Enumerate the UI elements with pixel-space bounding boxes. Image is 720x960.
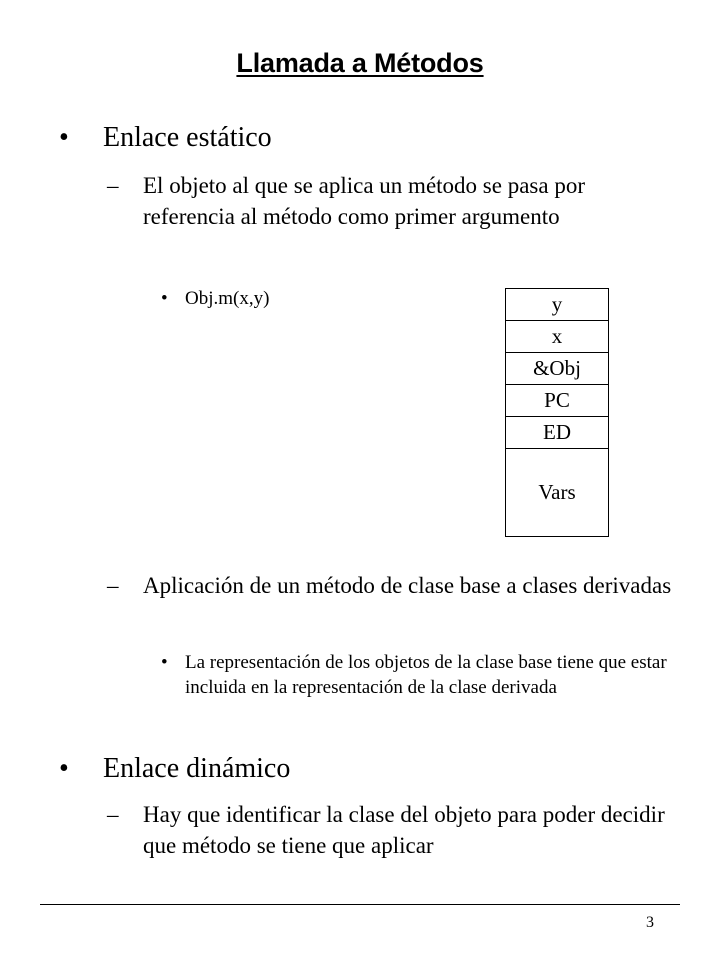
stack-cell-obj-ref: &Obj (506, 353, 608, 385)
dash-marker: – (107, 573, 119, 598)
stack-cell-pc: PC (506, 385, 608, 417)
stack-cell-ed: ED (506, 417, 608, 449)
sub-bullet-text: El objeto al que se aplica un método se pasa por referencia al método como primer argumento (143, 173, 585, 229)
stack-cell-y: y (506, 289, 608, 321)
bullet-enlace-estatico (59, 122, 683, 154)
bullet-marker: • (59, 122, 69, 153)
dash-marker: – (107, 802, 119, 827)
sub-bullet-objeto-referencia (107, 170, 673, 232)
sub-bullet-identificar-clase (107, 799, 683, 861)
item-obj-m (161, 286, 485, 311)
call-stack-diagram (505, 288, 609, 537)
item-text: La representación de los objetos de la clase base tiene que estar incluida en la representación de la clase derivada (185, 652, 667, 698)
stack-cell-x: x (506, 321, 608, 353)
bullet-text: Enlace dinámico (103, 753, 291, 784)
footer-divider (40, 904, 680, 905)
dash-marker: – (107, 173, 119, 198)
sub-bullet-text: Hay que identificar la clase del objeto para poder decidir que método se tiene que aplicar (143, 802, 665, 858)
stack-cell-vars: Vars (538, 480, 576, 504)
bullet-text: Enlace estático (103, 122, 272, 153)
item-text: Obj.m(x,y) (185, 288, 270, 309)
bullet-marker: • (161, 652, 168, 673)
bullet-marker: • (59, 753, 69, 784)
slide-title: Llamada a Métodos (236, 48, 484, 78)
page-number: 3 (646, 914, 654, 931)
item-representacion (161, 650, 685, 700)
sub-bullet-clase-base (107, 570, 673, 601)
bullet-enlace-dinamico (59, 753, 683, 785)
bullet-marker: • (161, 288, 168, 309)
sub-bullet-text: Aplicación de un método de clase base a clases derivadas (143, 573, 672, 598)
